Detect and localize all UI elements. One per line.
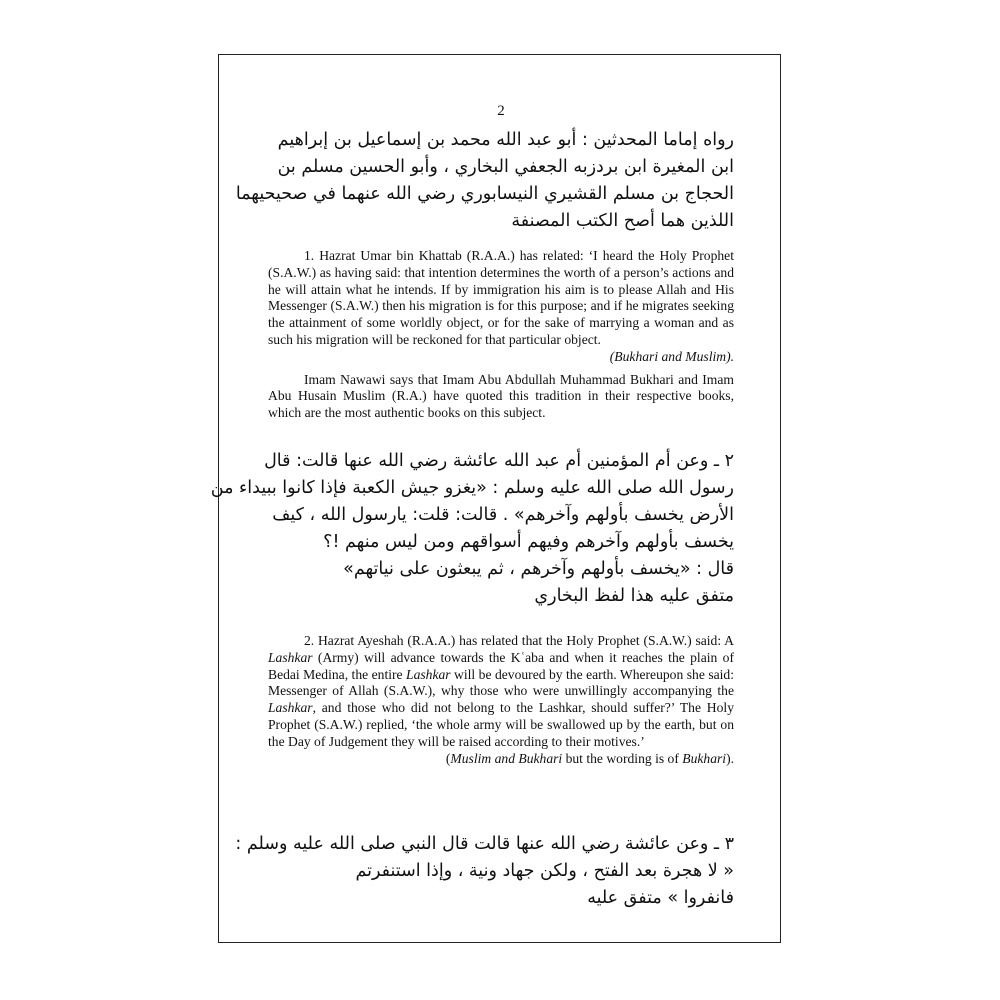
hadith-2-text-segment: , and those who did not belong to the Lashkar, should suffer?’ The Holy Prophet (S.A.W.) replied, ‘the whole army will be swallowed up by the earth, but on the Day of Judgement they will be raised according to their motives.’ (268, 700, 734, 749)
hadith-2-text-italic-segment: Lashkar (268, 700, 313, 716)
arabic-line: ٢ ـ وعن أم المؤمنين أم عبد الله عائشة رضي الله عنها قالت: قال (264, 451, 734, 471)
arabic-line: الحجاج بن مسلم القشيري النيسابوري رضي الله عنهما في صحيحيهما (235, 184, 734, 204)
hadith-2-text-italic-segment: Lashkar (406, 666, 451, 682)
arabic-hadith-3 (235, 831, 734, 912)
arabic-line: رواه إماما المحدثين : أبو عبد الله محمد بن إسماعيل بن إبراهيم (277, 130, 734, 150)
book-page (210, 54, 781, 943)
hadith-2-text-segment: (Army) will advance towards the Kʿaba and when it reaches the plain of Bedai Medina, the entire (268, 649, 734, 682)
arabic-hadith-2 (210, 448, 734, 610)
hadith-2-citation-segment: but the wording is of (562, 750, 683, 766)
arabic-intro-block (235, 127, 734, 235)
hadith-2-text (268, 633, 734, 751)
hadith-1-text: 1. Hazrat Umar bin Khattab (R.A.A.) has related: ‘I heard the Holy Prophet (S.A.W.) as having said: that intention determines the worth of a person’s actions and he will attain what he intends. If by immigration his aim is to please Allah and His Messenger (S.A.W.) then his migration is for this purpose; and if he migrates seeking the attainment of some worldly object, or for the sake of marrying a woman and as such his migration will be reckoned for that particular object. (268, 248, 734, 347)
arabic-line: ٣ ـ وعن عائشة رضي الله عنها قالت قال النبي صلى الله عليه وسلم : (235, 834, 734, 854)
page-number: 2 (497, 103, 505, 119)
hadith-2-text-segment: will be devoured by the earth. Whereupon she said: Messenger of Allah (S.A.W.), why those who were unwillingly accompanying the (268, 666, 734, 699)
hadith-2-text-segment: 2. Hazrat Ayeshah (R.A.A.) has related that the Holy Prophet (S.A.W.) said: A (304, 633, 734, 648)
arabic-line: يخسف بأولهم وآخرهم وفيهم أسواقهم ومن ليس منهم !؟ (323, 532, 734, 552)
hadith-2-citation (268, 751, 734, 768)
hadith-2-citation-segment: ). (726, 750, 734, 766)
hadith-2-citation-segment: ( (445, 750, 451, 766)
hadith-1-translation (268, 248, 734, 422)
nawawi-note: Imam Nawawi says that Imam Abu Abdullah Muhammad Bukhari and Imam Abu Husain Muslim (R.A.) have quoted this tradition in their respective books, which are the most authentic books on this subject. (268, 371, 734, 421)
hadith-1-citation: (Bukhari and Muslim). (609, 348, 734, 364)
arabic-line: ابن المغيرة ابن بردزبه الجعفي البخاري ، وأبو الحسين مسلم بن (277, 157, 734, 177)
arabic-line: اللذين هما أصح الكتب المصنفة (511, 211, 734, 231)
hadith-2-citation-italic-segment: Muslim and Bukhari (450, 750, 563, 766)
arabic-line: « لا هجرة بعد الفتح ، ولكن جهاد ونية ، وإذا استنفرتم (355, 861, 734, 881)
hadith-2-translation (268, 633, 734, 767)
arabic-line: الأرض يخسف بأولهم وآخرهم» . قالت: قلت: يارسول الله ، كيف (272, 505, 734, 525)
hadith-2-text-italic-segment: Lashkar (268, 649, 313, 665)
hadith-2-citation-italic-segment: Bukhari (682, 750, 727, 766)
arabic-line: قال : «يخسف بأولهم وآخرهم ، ثم يبعثون على نياتهم» (343, 559, 734, 579)
arabic-line: رسول الله صلى الله عليه وسلم : «يغزو جيش الكعبة فإذا كانوا ببيداء من (210, 478, 734, 498)
arabic-line: متفق عليه هذا لفظ البخاري (534, 586, 734, 606)
arabic-line: فانفروا » متفق عليه (587, 888, 734, 908)
